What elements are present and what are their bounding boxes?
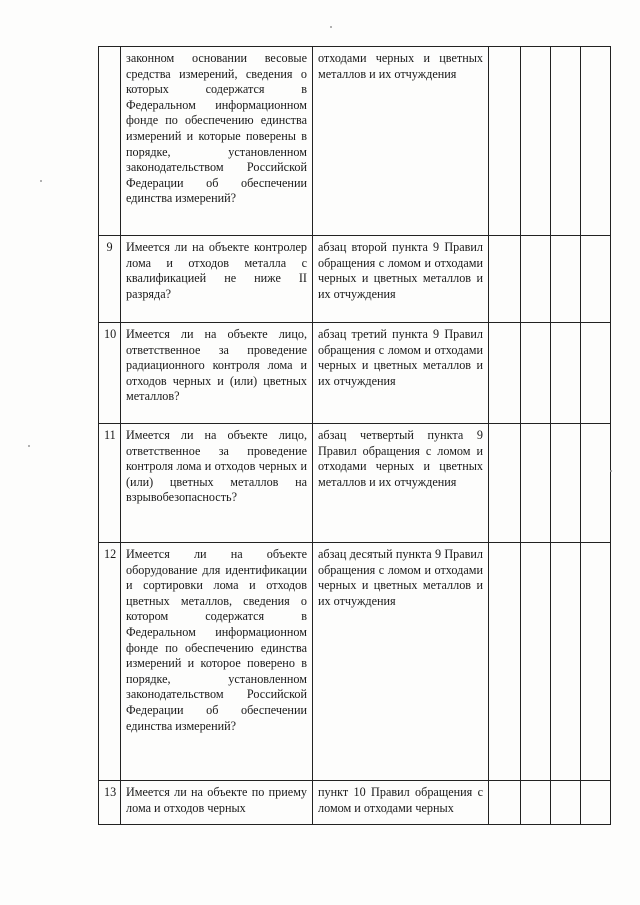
answer-cell bbox=[551, 781, 581, 825]
answer-cell bbox=[489, 47, 521, 236]
answer-cell bbox=[581, 424, 611, 543]
answer-cell bbox=[551, 543, 581, 781]
checklist-table bbox=[98, 46, 611, 825]
answer-cell bbox=[521, 424, 551, 543]
scan-speck bbox=[28, 445, 30, 447]
answer-cell bbox=[489, 323, 521, 424]
answer-cell bbox=[581, 323, 611, 424]
answer-cell bbox=[581, 236, 611, 323]
table-row bbox=[99, 424, 611, 543]
table-row bbox=[99, 543, 611, 781]
reference-cell: пункт 10 Правил обращения с ломом и отходами черных bbox=[313, 781, 489, 825]
answer-cell bbox=[551, 47, 581, 236]
question-cell: Имеется ли на объекте по приему лома и отходов черных bbox=[121, 781, 313, 825]
reference-cell: отходами черных и цветных металлов и их отчуждения bbox=[313, 47, 489, 236]
reference-cell: абзац четвертый пункта 9 Правил обращения с ломом и отходами черных и цветных металлов и их отчуждения bbox=[313, 424, 489, 543]
answer-cell bbox=[551, 424, 581, 543]
row-number: 10 bbox=[99, 323, 121, 424]
question-cell: Имеется ли на объекте лицо, ответственное за проведение радиационного контроля лома и отходов черных и (или) цветных металлов? bbox=[121, 323, 313, 424]
row-number: 12 bbox=[99, 543, 121, 781]
answer-cell bbox=[521, 47, 551, 236]
reference-cell: абзац десятый пункта 9 Правил обращения с ломом и отходами черных и цветных металлов и их отчуждения bbox=[313, 543, 489, 781]
answer-cell bbox=[581, 543, 611, 781]
question-cell: Имеется ли на объекте оборудование для идентификации и сортировки лома и отходов цветных металлов, сведения о котором содержатся в Федеральном информационном фонде по обеспечению единства измерений и которое поверено в порядке, установленном законодательством Российской Федерации об обеспечении единства измерений? bbox=[121, 543, 313, 781]
row-number: 9 bbox=[99, 236, 121, 323]
question-cell: Имеется ли на объекте лицо, ответственное за проведение контроля лома и отходов черных и (или) цветных металлов на взрывобезопасность? bbox=[121, 424, 313, 543]
answer-cell bbox=[521, 323, 551, 424]
reference-cell: абзац второй пункта 9 Правил обращения с ломом и отходами черных и цветных металлов и их отчуждения bbox=[313, 236, 489, 323]
answer-cell bbox=[581, 781, 611, 825]
answer-cell bbox=[489, 236, 521, 323]
scan-speck bbox=[330, 26, 332, 28]
answer-cell bbox=[489, 543, 521, 781]
scan-speck bbox=[610, 470, 612, 472]
scan-speck bbox=[40, 180, 42, 182]
answer-cell bbox=[521, 236, 551, 323]
table-row bbox=[99, 236, 611, 323]
row-number: 13 bbox=[99, 781, 121, 825]
table-row bbox=[99, 323, 611, 424]
answer-cell bbox=[521, 781, 551, 825]
answer-cell bbox=[551, 236, 581, 323]
table-row bbox=[99, 47, 611, 236]
row-number: 11 bbox=[99, 424, 121, 543]
reference-cell: абзац третий пункта 9 Правил обращения с ломом и отходами черных и цветных металлов и их отчуждения bbox=[313, 323, 489, 424]
row-number bbox=[99, 47, 121, 236]
question-cell: Имеется ли на объекте контролер лома и отходов металла с квалификацией не ниже II разряда? bbox=[121, 236, 313, 323]
answer-cell bbox=[551, 323, 581, 424]
answer-cell bbox=[489, 424, 521, 543]
table-row bbox=[99, 781, 611, 825]
answer-cell bbox=[489, 781, 521, 825]
answer-cell bbox=[521, 543, 551, 781]
question-cell: законном основании весовые средства измерений, сведения о которых содержатся в Федеральном информационном фонде по обеспечению единства измерений и которые поверены в порядке, установленном законодательством Российской Федерации об обеспечении единства измерений? bbox=[121, 47, 313, 236]
answer-cell bbox=[581, 47, 611, 236]
